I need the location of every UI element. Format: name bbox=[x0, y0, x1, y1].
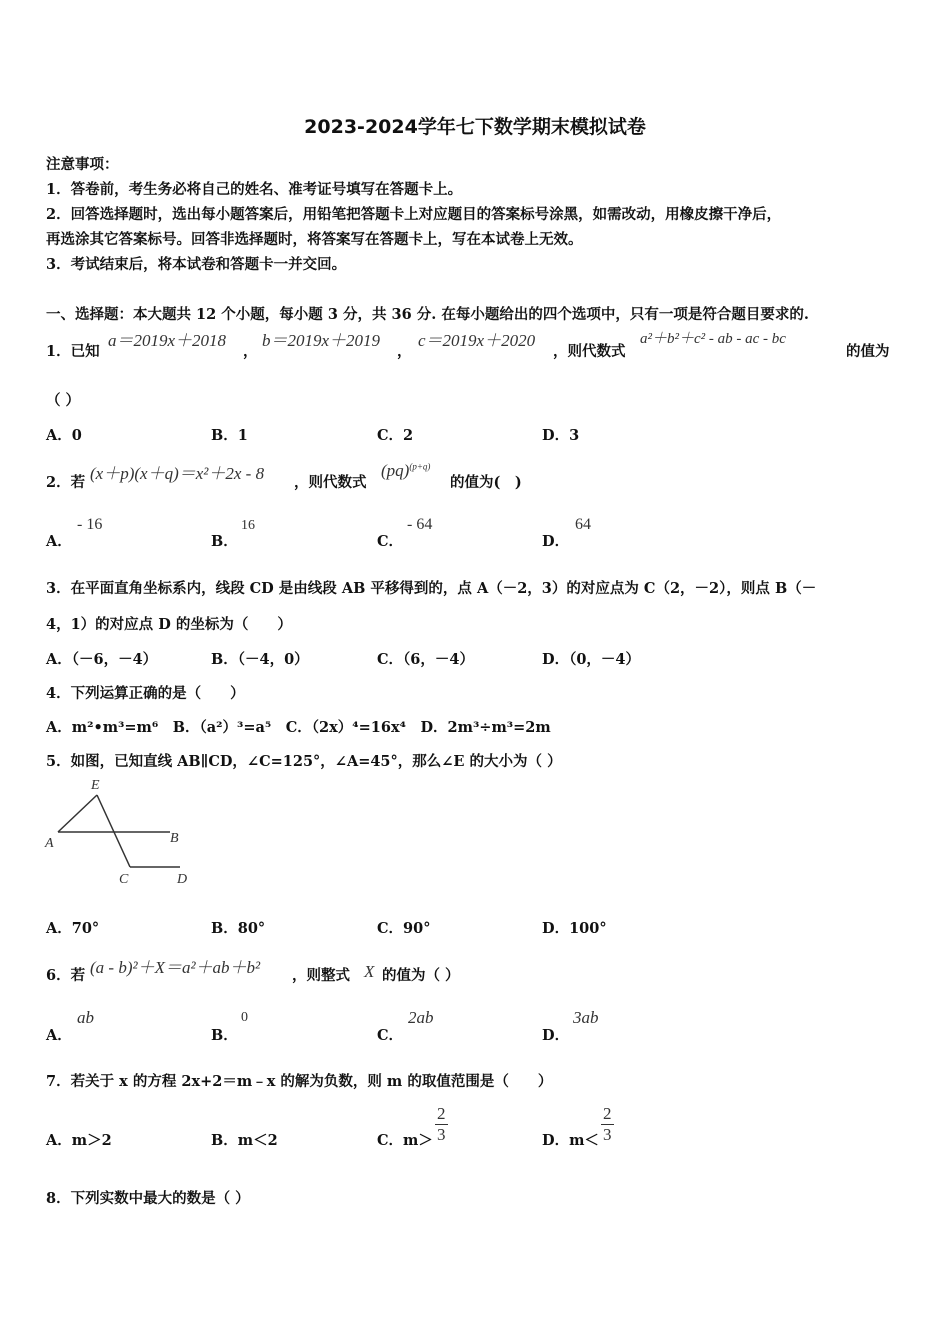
q3-option-d: D．（0，－4） bbox=[542, 651, 641, 668]
q7-stem: 7．若关于 x 的方程 2x+2＝m﹣x 的解为负数，则 m 的取值范围是（ ） bbox=[46, 1073, 553, 1090]
q4-options: A．m²•m³=m⁶ B．（a²）³=a⁵ C．（2x）⁴=16x⁴ D．2m³÷m³=2m bbox=[46, 719, 551, 736]
label-d: D bbox=[177, 872, 188, 887]
q1-paren: （ ） bbox=[46, 392, 81, 409]
q1-comma-1: ， bbox=[243, 343, 258, 360]
q6-label-a: A． bbox=[46, 1027, 72, 1044]
q5-option-a: A．70° bbox=[46, 920, 100, 937]
q5-option-b: B．80° bbox=[211, 920, 266, 937]
q3-option-a: A．（－6，－4） bbox=[46, 651, 158, 668]
q2-value-c: - 64 bbox=[407, 516, 433, 533]
q6-var: X bbox=[364, 962, 375, 981]
line-ae bbox=[58, 795, 97, 832]
q6-value-a: ab bbox=[77, 1008, 94, 1027]
q5-figure bbox=[40, 775, 200, 890]
q6-eq: (a - b)²＋X＝a²＋ab＋b² bbox=[90, 958, 261, 977]
notice-item-2-cont: 再选涂其它答案标号。回答非选择题时，将答案写在答题卡上，写在本试卷上无效。 bbox=[46, 231, 583, 248]
q1-comma-2: ， bbox=[397, 343, 412, 360]
q1-option-d: D．3 bbox=[542, 427, 580, 444]
q5-stem: 5．如图，已知直线 AB∥CD，∠C=125°，∠A=45°，那么∠E 的大小为（ ） bbox=[46, 753, 562, 770]
q2-label-d: D． bbox=[542, 533, 570, 550]
q1-prefix: 1．已知 bbox=[46, 343, 100, 360]
q6-suffix: 的值为（ ） bbox=[382, 967, 460, 984]
q3-line-1: 3．在平面直角坐标系内，线段 CD 是由线段 AB 平移得到的，点 A（－2，3）的对应点为 C（2，－2），则点 B（－ bbox=[46, 580, 817, 597]
q1-b-expr: b＝2019x＋2019 bbox=[262, 331, 381, 350]
q3-option-c: C．（6，－4） bbox=[377, 651, 474, 668]
q8-stem: 8．下列实数中最大的数是（ ） bbox=[46, 1190, 250, 1207]
q2-suffix: 的值为( ) bbox=[450, 474, 522, 491]
q1-c-expr: c＝2019x＋2020 bbox=[418, 331, 536, 350]
notice-heading: 注意事项： bbox=[46, 156, 119, 173]
q2-expr: (pq)$^{(p+q)}$ bbox=[381, 461, 431, 480]
notice-item-3: 3．考试结束后，将本试卷和答题卡一并交回。 bbox=[46, 256, 347, 273]
q6-value-c: 2ab bbox=[408, 1008, 434, 1027]
q7-option-d-fraction: $\frac{2}{3}$ bbox=[603, 1104, 612, 1144]
q2-label-c: C． bbox=[377, 533, 404, 550]
q6-mid: ，则整式 bbox=[292, 967, 350, 984]
q1-a-expr: a＝2019x＋2018 bbox=[108, 331, 227, 350]
q1-suffix: 的值为 bbox=[846, 343, 890, 360]
q7-option-a: A．m＞2 bbox=[46, 1132, 112, 1149]
q7-option-c: C．m＞ bbox=[377, 1132, 433, 1149]
page-title: 2023-2024学年七下数学期末模拟试卷 bbox=[304, 116, 646, 138]
q7-option-c-fraction: $\frac{2}{3}$ bbox=[437, 1104, 446, 1144]
q6-value-b: 0 bbox=[241, 1010, 248, 1025]
q5-option-d: D．100° bbox=[542, 920, 607, 937]
q1-option-c: C．2 bbox=[377, 427, 414, 444]
q6-label-c: C． bbox=[377, 1027, 404, 1044]
q1-expr: a²＋b²＋c² - ab - ac - bc bbox=[640, 331, 786, 347]
q2-label-a: A． bbox=[46, 533, 72, 550]
label-a: A bbox=[45, 836, 54, 851]
q3-line-2: 4，1）的对应点 D 的坐标为（ ） bbox=[46, 616, 292, 633]
q1-option-b: B．1 bbox=[211, 427, 248, 444]
q7-option-d: D．m＜ bbox=[542, 1132, 599, 1149]
q3-option-b: B．（－4，0） bbox=[211, 651, 309, 668]
q1-option-a: A．0 bbox=[46, 427, 82, 444]
q7-option-b: B．m＜2 bbox=[211, 1132, 278, 1149]
q5-option-c: C．90° bbox=[377, 920, 431, 937]
q2-value-b: 16 bbox=[241, 518, 255, 533]
q2-value-a: - 16 bbox=[77, 516, 103, 533]
notice-item-1: 1．答卷前，考生务必将自己的姓名、准考证号填写在答题卡上。 bbox=[46, 181, 463, 198]
label-c: C bbox=[119, 872, 129, 887]
label-e: E bbox=[91, 778, 100, 793]
q6-prefix: 6．若 bbox=[46, 967, 86, 984]
q6-value-d: 3ab bbox=[573, 1008, 599, 1027]
section-heading: 一、选择题：本大题共 12 个小题，每小题 3 分，共 36 分. 在每小题给出的四个选项中，只有一项是符合题目要求的. bbox=[46, 306, 809, 323]
label-b: B bbox=[170, 831, 179, 846]
q2-value-d: 64 bbox=[575, 516, 591, 533]
q2-prefix: 2．若 bbox=[46, 474, 86, 491]
line-ec bbox=[97, 795, 130, 867]
q2-label-b: B． bbox=[211, 533, 238, 550]
q2-eq: (x＋p)(x＋q)＝x²＋2x - 8 bbox=[90, 464, 265, 483]
notice-item-2: 2．回答选择题时，选出每小题答案后，用铅笔把答题卡上对应题目的答案标号涂黑，如需改动，用橡皮擦干净后， bbox=[46, 206, 782, 223]
q4-stem: 4．下列运算正确的是（ ） bbox=[46, 685, 245, 702]
q2-mid: ，则代数式 bbox=[294, 474, 367, 491]
q1-mid: ，则代数式 bbox=[553, 343, 626, 360]
q6-label-d: D． bbox=[542, 1027, 570, 1044]
q6-label-b: B． bbox=[211, 1027, 238, 1044]
